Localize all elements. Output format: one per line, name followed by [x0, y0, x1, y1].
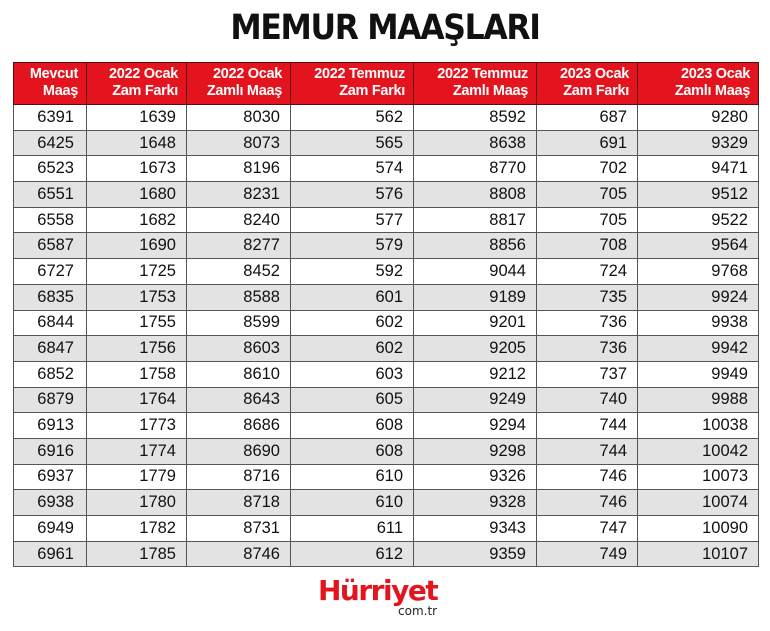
table-cell: 1648 — [87, 130, 187, 156]
table-cell: 605 — [291, 387, 414, 413]
column-header-line: 2022 Temmuz — [314, 66, 405, 82]
table-row — [14, 130, 759, 156]
table-header — [14, 63, 759, 105]
table-cell: 8746 — [187, 541, 291, 567]
table-cell: 6852 — [14, 361, 87, 387]
table-cell: 574 — [291, 156, 414, 182]
page-title: MEMUR MAAŞLARI — [230, 8, 540, 48]
table-cell: 1756 — [87, 336, 187, 362]
table-cell: 9280 — [638, 105, 759, 131]
table-cell: 9201 — [414, 310, 537, 336]
table-cell: 691 — [537, 130, 638, 156]
salary-table — [13, 62, 759, 567]
logo-domain: com.tr — [398, 604, 438, 618]
table-cell: 562 — [291, 105, 414, 131]
table-cell: 9988 — [638, 387, 759, 413]
table-cell: 602 — [291, 336, 414, 362]
table-cell: 8690 — [187, 438, 291, 464]
table-cell: 8718 — [187, 490, 291, 516]
table-cell: 611 — [291, 516, 414, 542]
table-body — [14, 105, 759, 567]
table-cell: 9044 — [414, 259, 537, 285]
table-cell: 746 — [537, 490, 638, 516]
table-cell: 577 — [291, 207, 414, 233]
column-header — [14, 63, 87, 105]
table-cell: 608 — [291, 438, 414, 464]
table-cell: 687 — [537, 105, 638, 131]
table-cell: 708 — [537, 233, 638, 259]
table-cell: 6879 — [14, 387, 87, 413]
table-cell: 10038 — [638, 413, 759, 439]
column-header — [291, 63, 414, 105]
column-header-line: Maaş — [42, 83, 78, 99]
table-cell: 1680 — [87, 182, 187, 208]
table-cell: 6835 — [14, 284, 87, 310]
table-row — [14, 438, 759, 464]
table-cell: 9328 — [414, 490, 537, 516]
table-cell: 1773 — [87, 413, 187, 439]
table-row — [14, 284, 759, 310]
table-cell: 6847 — [14, 336, 87, 362]
table-row — [14, 310, 759, 336]
table-cell: 576 — [291, 182, 414, 208]
table-cell: 705 — [537, 207, 638, 233]
table-cell: 592 — [291, 259, 414, 285]
table-cell: 744 — [537, 413, 638, 439]
table-cell: 746 — [537, 464, 638, 490]
column-header — [187, 63, 291, 105]
column-header — [537, 63, 638, 105]
table-cell: 9564 — [638, 233, 759, 259]
table-cell: 9949 — [638, 361, 759, 387]
table-cell: 8277 — [187, 233, 291, 259]
table-cell: 1690 — [87, 233, 187, 259]
table-cell: 10042 — [638, 438, 759, 464]
hurriyet-logo — [318, 574, 468, 624]
table-cell: 9768 — [638, 259, 759, 285]
column-header-line: Zam Farkı — [563, 83, 629, 99]
table-cell: 10074 — [638, 490, 759, 516]
table-cell: 8240 — [187, 207, 291, 233]
column-header-line: Mevcut — [29, 66, 78, 82]
table-cell: 735 — [537, 284, 638, 310]
column-header-line: Zam Farkı — [112, 83, 178, 99]
table-cell: 6937 — [14, 464, 87, 490]
table-cell: 610 — [291, 464, 414, 490]
table-cell: 8808 — [414, 182, 537, 208]
table-cell: 9942 — [638, 336, 759, 362]
table-cell: 8610 — [187, 361, 291, 387]
table-cell: 747 — [537, 516, 638, 542]
table-cell: 9343 — [414, 516, 537, 542]
table-cell: 8643 — [187, 387, 291, 413]
table-cell: 10090 — [638, 516, 759, 542]
table-cell: 8731 — [187, 516, 291, 542]
table-cell: 8196 — [187, 156, 291, 182]
table-cell: 9298 — [414, 438, 537, 464]
table-cell: 705 — [537, 182, 638, 208]
table-cell: 1782 — [87, 516, 187, 542]
table-cell: 8716 — [187, 464, 291, 490]
table-cell: 740 — [537, 387, 638, 413]
table-cell: 1785 — [87, 541, 187, 567]
table-cell: 8770 — [414, 156, 537, 182]
table-cell: 744 — [537, 438, 638, 464]
column-header — [638, 63, 759, 105]
table-cell: 6523 — [14, 156, 87, 182]
table-cell: 737 — [537, 361, 638, 387]
table-cell: 10107 — [638, 541, 759, 567]
table-cell: 1725 — [87, 259, 187, 285]
table-cell: 9249 — [414, 387, 537, 413]
table-cell: 9359 — [414, 541, 537, 567]
table-cell: 6913 — [14, 413, 87, 439]
table-cell: 612 — [291, 541, 414, 567]
table-cell: 579 — [291, 233, 414, 259]
table-cell: 9329 — [638, 130, 759, 156]
table-cell: 8073 — [187, 130, 291, 156]
table-cell: 724 — [537, 259, 638, 285]
table-cell: 9522 — [638, 207, 759, 233]
column-header-line: Zam Farkı — [339, 83, 405, 99]
table-cell: 9326 — [414, 464, 537, 490]
column-header-line: 2023 Ocak — [680, 66, 750, 82]
table-cell: 1758 — [87, 361, 187, 387]
table-cell: 9205 — [414, 336, 537, 362]
table-cell: 9938 — [638, 310, 759, 336]
table-cell: 8231 — [187, 182, 291, 208]
table-cell: 8588 — [187, 284, 291, 310]
table-cell: 610 — [291, 490, 414, 516]
table-cell: 1764 — [87, 387, 187, 413]
table-cell: 8856 — [414, 233, 537, 259]
table-row — [14, 516, 759, 542]
table-cell: 736 — [537, 336, 638, 362]
table-cell: 6938 — [14, 490, 87, 516]
table-row — [14, 156, 759, 182]
table-row — [14, 233, 759, 259]
table-row — [14, 259, 759, 285]
table-cell: 8030 — [187, 105, 291, 131]
logo-wordmark: Hürriyet — [318, 574, 438, 607]
table-cell: 1755 — [87, 310, 187, 336]
table-row — [14, 361, 759, 387]
column-header-line: Zamlı Maaş — [206, 83, 282, 99]
column-header — [87, 63, 187, 105]
table-cell: 6551 — [14, 182, 87, 208]
table-row — [14, 387, 759, 413]
column-header-line: Zamlı Maaş — [674, 83, 750, 99]
table-cell: 6727 — [14, 259, 87, 285]
table-cell: 8686 — [187, 413, 291, 439]
table-cell: 9512 — [638, 182, 759, 208]
table-row — [14, 490, 759, 516]
table-cell: 8592 — [414, 105, 537, 131]
table-cell: 8638 — [414, 130, 537, 156]
table-cell: 6961 — [14, 541, 87, 567]
table-cell: 6558 — [14, 207, 87, 233]
table-cell: 6425 — [14, 130, 87, 156]
table-cell: 9294 — [414, 413, 537, 439]
table-row — [14, 464, 759, 490]
column-header-line: 2022 Temmuz — [437, 66, 528, 82]
table-cell: 10073 — [638, 464, 759, 490]
table-cell: 9924 — [638, 284, 759, 310]
table-cell: 702 — [537, 156, 638, 182]
table-cell: 1780 — [87, 490, 187, 516]
table-cell: 1673 — [87, 156, 187, 182]
table-cell: 1779 — [87, 464, 187, 490]
table-cell: 6916 — [14, 438, 87, 464]
table-cell: 8817 — [414, 207, 537, 233]
table-cell: 6391 — [14, 105, 87, 131]
column-header-line: 2022 Ocak — [212, 66, 282, 82]
column-header-line: 2022 Ocak — [108, 66, 178, 82]
table-row — [14, 413, 759, 439]
table-cell: 1753 — [87, 284, 187, 310]
table-cell: 9212 — [414, 361, 537, 387]
table-cell: 1682 — [87, 207, 187, 233]
table-cell: 608 — [291, 413, 414, 439]
column-header-line: 2023 Ocak — [559, 66, 629, 82]
table-cell: 9471 — [638, 156, 759, 182]
column-header — [414, 63, 537, 105]
table-row — [14, 541, 759, 567]
table-cell: 603 — [291, 361, 414, 387]
table-cell: 6844 — [14, 310, 87, 336]
table-row — [14, 182, 759, 208]
table-cell: 6587 — [14, 233, 87, 259]
table-cell: 749 — [537, 541, 638, 567]
table-cell: 8452 — [187, 259, 291, 285]
table-cell: 565 — [291, 130, 414, 156]
table-cell: 1639 — [87, 105, 187, 131]
table-row — [14, 105, 759, 131]
table-cell: 601 — [291, 284, 414, 310]
table-row — [14, 336, 759, 362]
table-cell: 736 — [537, 310, 638, 336]
table-cell: 8599 — [187, 310, 291, 336]
column-header-line: Zamlı Maaş — [452, 83, 528, 99]
table-cell: 1774 — [87, 438, 187, 464]
header-row — [14, 63, 759, 105]
table-cell: 9189 — [414, 284, 537, 310]
table-cell: 602 — [291, 310, 414, 336]
table-row — [14, 207, 759, 233]
table-cell: 8603 — [187, 336, 291, 362]
table-cell: 6949 — [14, 516, 87, 542]
